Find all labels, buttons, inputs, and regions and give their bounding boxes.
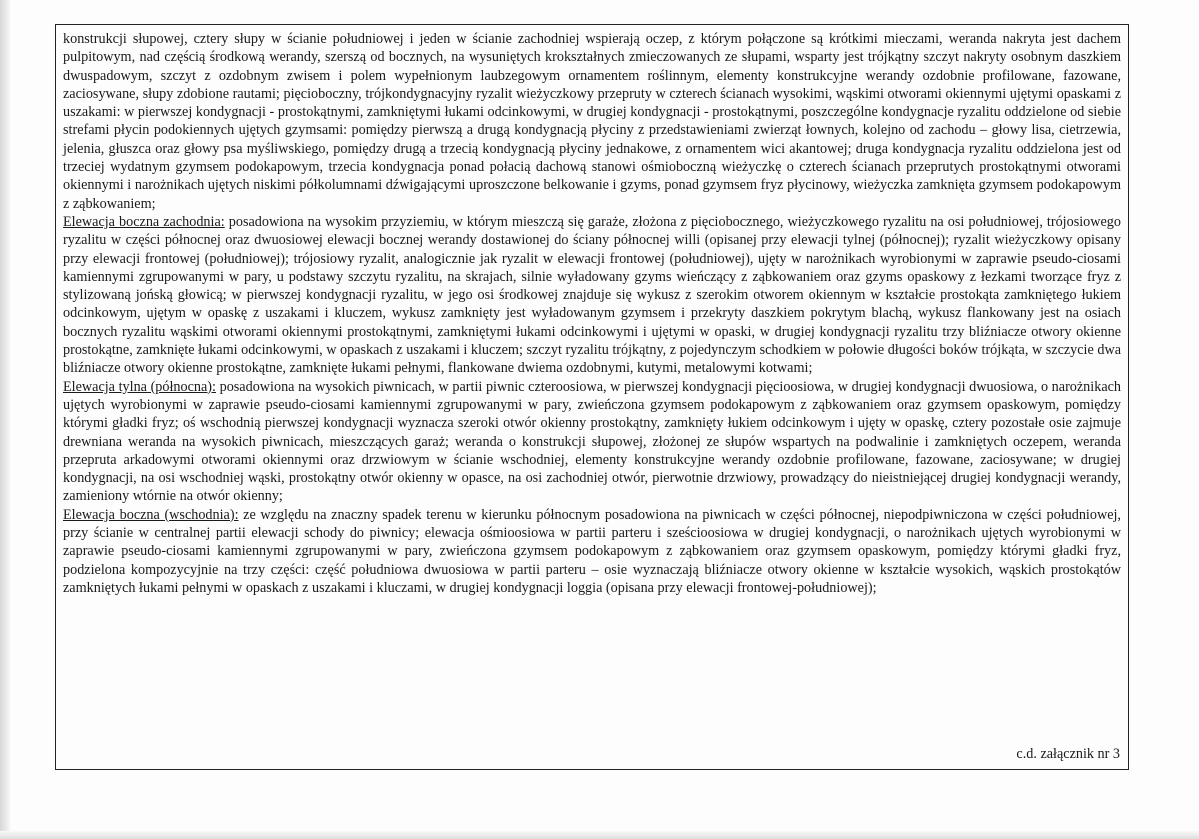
- document-text: [63, 30, 1121, 597]
- document-frame: [55, 24, 1129, 770]
- intro-paragraph: konstrukcji słupowej, cztery słupy w ścianie południowej i jeden w ścianie zachodniej wspierają oczep, z którym połączone są krótkimi mieczami, weranda nakryta jest dachem pulpitowym, nad częścią środkową werandy, szerszą od bocznych, na wysuniętych krokształnych zmieczowanych ze słupami, wsparty jest trójkątny szczyt nakryty osobnym daszkiem dwuspadowym, szczyt z ozdobnym zwisem i polem wypełnionym laubzegowym ornamentem roślinnym, elementy konstrukcyjne werandy ozdobnie profilowane, fazowane, zaciosywane, słupy zdobione rautami; pięcioboczny, trójkondygnacyjny ryzalit wieżyczkowy przepruty w czterech ścianach wysokimi, wąskimi otworami okiennymi ujętymi opaskami z uszakami: w pierwszej kondygnacji - prostokątnymi, zamkniętymi łukami odcinkowymi, w drugiej kondygnacji - prostokątnymi, poszczególne kondygnacje ryzalitu oddzielone od siebie strefami płycin podokiennych ujętych gzymsami: pomiędzy pierwszą a drugą kondygnacją płyciny z przedstawieniami zwierząt łownych, kolejno od zachodu – głowy lisa, cietrzewia, jelenia, głuszca oraz głowy psa myśliwskiego, pomiędzy drugą a trzecią kondygnacją płyciny jednakowe, z ornamentem wici akantowej; druga kondygnacja ryzalitu oddzielona jest od trzeciej wydatnym gzymsem podokapowym, trzecia kondygnacja ponad połacią dachową stanowi ośmioboczną wieżyczkę o czterech ścianach przeprutych prostokątnymi otworami okiennymi i narożnikach ujętych niskimi półkolumnami dźwigającymi uproszczone belkowanie i gzyms, ponad gzymsem fryz płycinowy, wieżyczka zamknięta gzymsem podokapowym z ząbkowaniem;: [63, 31, 1121, 212]
- section-heading-east: Elewacja boczna (wschodnia):: [63, 506, 239, 523]
- section-east-elevation: [63, 506, 1121, 597]
- continuation-note: c.d. załącznik nr 3: [1016, 746, 1120, 762]
- section-north-elevation: [63, 378, 1121, 506]
- scan-edge-left: [0, 0, 10, 839]
- scan-edge-bottom: [0, 831, 1199, 839]
- section-heading-west: Elewacja boczna zachodnia:: [63, 213, 225, 230]
- section-heading-north: Elewacja tylna (północna):: [63, 378, 216, 395]
- section-body-east: ze względu na znaczny spadek terenu w kierunku północnym posadowiona na piwnicach w części północnej, niepodpiwniczona w części południowej, przy ścianie w centralnej partii elewacji schody do piwnicy; elewacja ośmioosiowa w partii parteru i sześcioosiowa w drugiej kondygnacji, o narożnikach ujętych wyrobionymi w zaprawie pseudo-ciosami kamiennymi zgrupowanymi w pary, zwieńczona gzymsem podokapowym z ząbkowaniem oraz gzymsem opaskowym, pomiędzy którymi gładki fryz, podzielona kompozycyjnie na trzy części: część południowa dwuosiowa w partii parteru – osie wyznaczają bliźniacze otwory okienne w kształcie wysokich, wąskich prostokątów zamkniętych łukami pełnymi w opaskach z uszakami i kluczami, w drugiej kondygnacji loggia (opisana przy elewacji frontowej-południowej);: [63, 506, 1121, 596]
- section-body-west: posadowiona na wysokim przyziemiu, w którym mieszczą się garaże, złożona z pięciobocznego, wieżyczkowego ryzalitu na osi południowej, trójosiowego ryzalitu w części północnej oraz dwuosiowej elewacji bocznej werandy dostawionej do ściany północnej willi (opisanej przy elewacji tylnej (północnej); ryzalit wieżyczkowy opisany przy elewacji frontowej (południowej); trójosiowy ryzalit, analogicznie jak ryzalit w elewacji frontowej (południowej), ujęty w narożnikach wyrobionymi w zaprawie pseudo-ciosami kamiennymi zgrupowanymi w pary, u podstawy szczytu ryzalitu, na skrajach, silnie wyładowany gzyms wieńczący z ząbkowaniem oraz gzyms opaskowy z łezkami tworzące fryz z stylizowaną jońską głowicą; w pierwszej kondygnacji ryzalitu, w jego osi środkowej znajduje się wykusz z szerokim otworem okiennym w kształcie prostokąta zamkniętego łukiem odcinkowym, ujętym w opaskę z uszakami i kluczem, wykusz zamknięty jest wyładowanym gzymsem i przekryty daszkiem pokrytym blachą, wykusz flankowany jest na osiach bocznych ryzalitu wąskimi otworami okiennymi prostokątnymi, zamkniętymi łukami odcinkowymi i ujętymi w opaski, w drugiej kondygnacji ryzalitu trzy bliźniacze otwory okienne prostokątne, zamknięte łukami odcinkowymi, w opaskach z uszakami i kluczem; szczyt ryzalitu trójkątny, z pojedynczym schodkiem w połowie długości boków trójkąta, w szczycie dwa bliźniacze otwory okienne prostokątne, zamknięte łukami pełnymi, flankowane dwiema ozdobnymi, kutymi, metalowymi kotwami;: [63, 213, 1121, 377]
- section-west-elevation: [63, 213, 1121, 378]
- section-body-north: posadowiona na wysokich piwnicach, w partii piwnic czteroosiowa, w pierwszej kondygnacji pięcioosiowa, w drugiej kondygnacji dwuosiowa, o narożnikach ujętych wyrobionymi w zaprawie pseudo-ciosami kamiennymi zgrupowanymi w pary, zwieńczona gzymsem podokapowym z ząbkowaniem oraz gzymsem opaskowym, pomiędzy którymi gładki fryz; oś wschodnią pierwszej kondygnacji wyznacza szeroki otwór okienny prostokątny, zamknięty łukiem odcinkowym i ujęty w opaskę, cztery pozostałe osie zajmuje drewniana weranda na wysokich piwnicach, mieszczących garaż; weranda o konstrukcji słupowej, złożonej ze słupów wspartych na podwalinie i zamkniętych oczepem, weranda przepruta arkadowymi otworami okiennymi oraz drzwiowym w ścianie wschodniej, elementy konstrukcyjne werandy ozdobnie profilowane, fazowane, zaciosywane; w drugiej kondygnacji, na osi wschodniej wąski, prostokątny otwór okienny w opasce, na osi zachodniej otwór, pierwotnie drzwiowy, prowadzący do nieistniejącej drugiej kondygnacji werandy, zamieniony wtórnie na otwór okienny;: [63, 378, 1122, 505]
